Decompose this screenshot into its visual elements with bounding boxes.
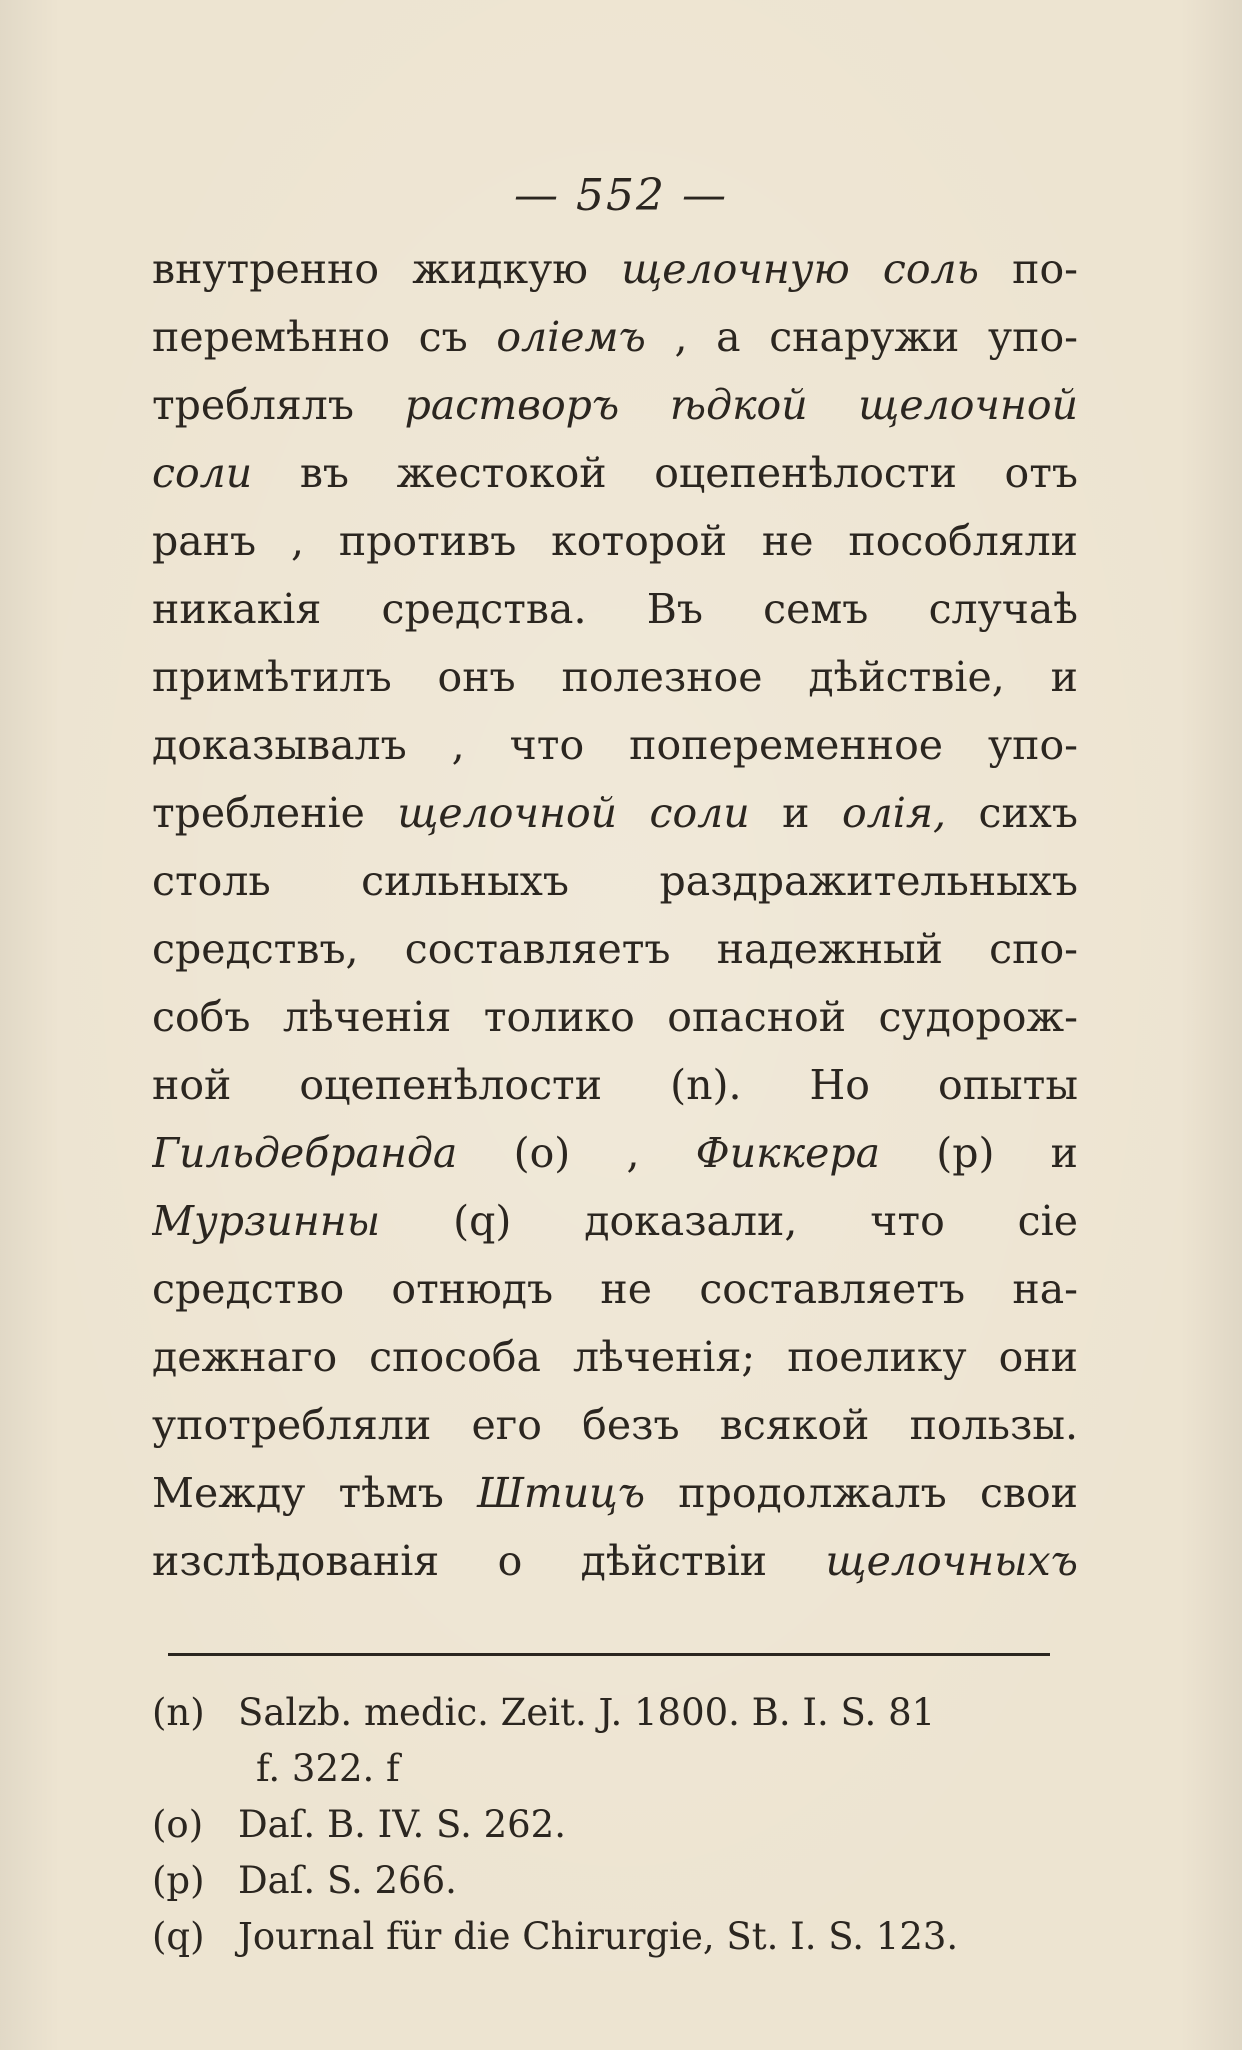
text-segment: продолжалъ свои xyxy=(645,1469,1078,1517)
text-line xyxy=(152,779,1078,847)
text-line xyxy=(152,439,1078,507)
text-segment: дежнаго способа лѣченія; поелику они xyxy=(152,1333,1078,1381)
text-line xyxy=(152,1255,1078,1323)
text-segment: по- xyxy=(978,245,1078,293)
text-segment: треблялъ xyxy=(152,381,405,429)
text-segment: ной оцепенѣлости (n). Но опыты xyxy=(152,1061,1078,1109)
body-text xyxy=(152,235,1078,1595)
text-line xyxy=(152,1459,1078,1527)
italic-text: Гильдебранда xyxy=(152,1129,458,1177)
text-segment: никакія средства. Въ семъ случаѣ xyxy=(152,585,1078,633)
text-line xyxy=(152,1391,1078,1459)
text-line xyxy=(152,1187,1078,1255)
footnote-text: Daſ. B. IV. S. 262. xyxy=(238,1803,566,1846)
text-line xyxy=(152,1119,1078,1187)
footnote-line xyxy=(152,1685,1078,1741)
text-segment: собъ лѣченія толико опасной судорож- xyxy=(152,993,1078,1041)
text-segment: (q) доказали, что сіе xyxy=(380,1197,1078,1245)
text-segment: , а снаружи упо- xyxy=(645,313,1078,361)
footnote-line xyxy=(152,1797,1078,1853)
text-line xyxy=(152,643,1078,711)
text-line xyxy=(152,915,1078,983)
italic-text: Мурзинны xyxy=(152,1197,381,1245)
footnote-text: f. 322. f xyxy=(256,1747,400,1790)
footnote-marker: (q) xyxy=(152,1915,205,1958)
text-line xyxy=(152,1051,1078,1119)
footnote-marker: (o) xyxy=(152,1803,204,1846)
italic-text: щелочныхъ xyxy=(825,1537,1078,1585)
text-segment: сихъ xyxy=(946,789,1078,837)
text-line xyxy=(152,235,1078,303)
italic-text: соли xyxy=(152,449,253,497)
text-segment: ранъ , противъ которой не пособляли xyxy=(152,517,1078,565)
text-segment: примѣтилъ онъ полезное дѣйствіе, и xyxy=(152,653,1078,701)
italic-text: олія, xyxy=(841,789,947,837)
text-line xyxy=(152,1527,1078,1595)
text-segment: Между тѣмъ xyxy=(152,1469,478,1517)
text-segment: требленіе xyxy=(152,789,398,837)
text-segment: (p) и xyxy=(880,1129,1078,1177)
text-segment: употребляли его безъ всякой пользы. xyxy=(152,1401,1078,1449)
text-line xyxy=(152,575,1078,643)
italic-text: Фиккера xyxy=(695,1129,881,1177)
text-line xyxy=(152,983,1078,1051)
footnote-text: Journal für die Chirurgie, St. I. S. 123. xyxy=(238,1915,959,1958)
text-segment: доказывалъ , что попеременное упо- xyxy=(152,721,1078,769)
page-number: — 552 — xyxy=(514,170,728,221)
text-segment: столь сильныхъ раздражительныхъ xyxy=(152,857,1078,905)
text-segment: изслѣдованія о дѣйствіи xyxy=(152,1537,826,1585)
text-segment: средство отнюдъ не составляетъ на- xyxy=(152,1265,1078,1313)
text-segment: въ жестокой оцепенѣлости отъ xyxy=(252,449,1078,497)
italic-text: щелочной соли xyxy=(397,789,750,837)
footnote-text: Salzb. medic. Zeit. J. 1800. B. I. S. 81 xyxy=(238,1691,936,1734)
footnotes xyxy=(152,1685,1078,1965)
text-segment: (o) , xyxy=(457,1129,696,1177)
italic-text: щелочную соль xyxy=(621,245,979,293)
italic-text: оліемъ xyxy=(496,313,646,361)
text-segment: и xyxy=(749,789,842,837)
footnote-line xyxy=(152,1741,1078,1797)
footnote-marker: (n) xyxy=(152,1691,205,1734)
text-line xyxy=(152,847,1078,915)
text-segment: средствъ, составляетъ надежный спо- xyxy=(152,925,1078,973)
italic-text: Штицъ xyxy=(477,1469,646,1517)
footnote-line xyxy=(152,1909,1078,1965)
text-line xyxy=(152,507,1078,575)
text-line xyxy=(152,371,1078,439)
text-line xyxy=(152,303,1078,371)
text-segment: перемѣнно съ xyxy=(152,313,497,361)
footnote-line xyxy=(152,1853,1078,1909)
footnote-divider xyxy=(168,1653,1050,1656)
footnote-text: Daſ. S. 266. xyxy=(238,1859,457,1902)
text-line xyxy=(152,1323,1078,1391)
text-line xyxy=(152,711,1078,779)
italic-text: растворъ ѣдкой щелочной xyxy=(404,381,1078,429)
footnote-marker: (p) xyxy=(152,1859,205,1902)
text-segment: внутренно жидкую xyxy=(152,245,622,293)
